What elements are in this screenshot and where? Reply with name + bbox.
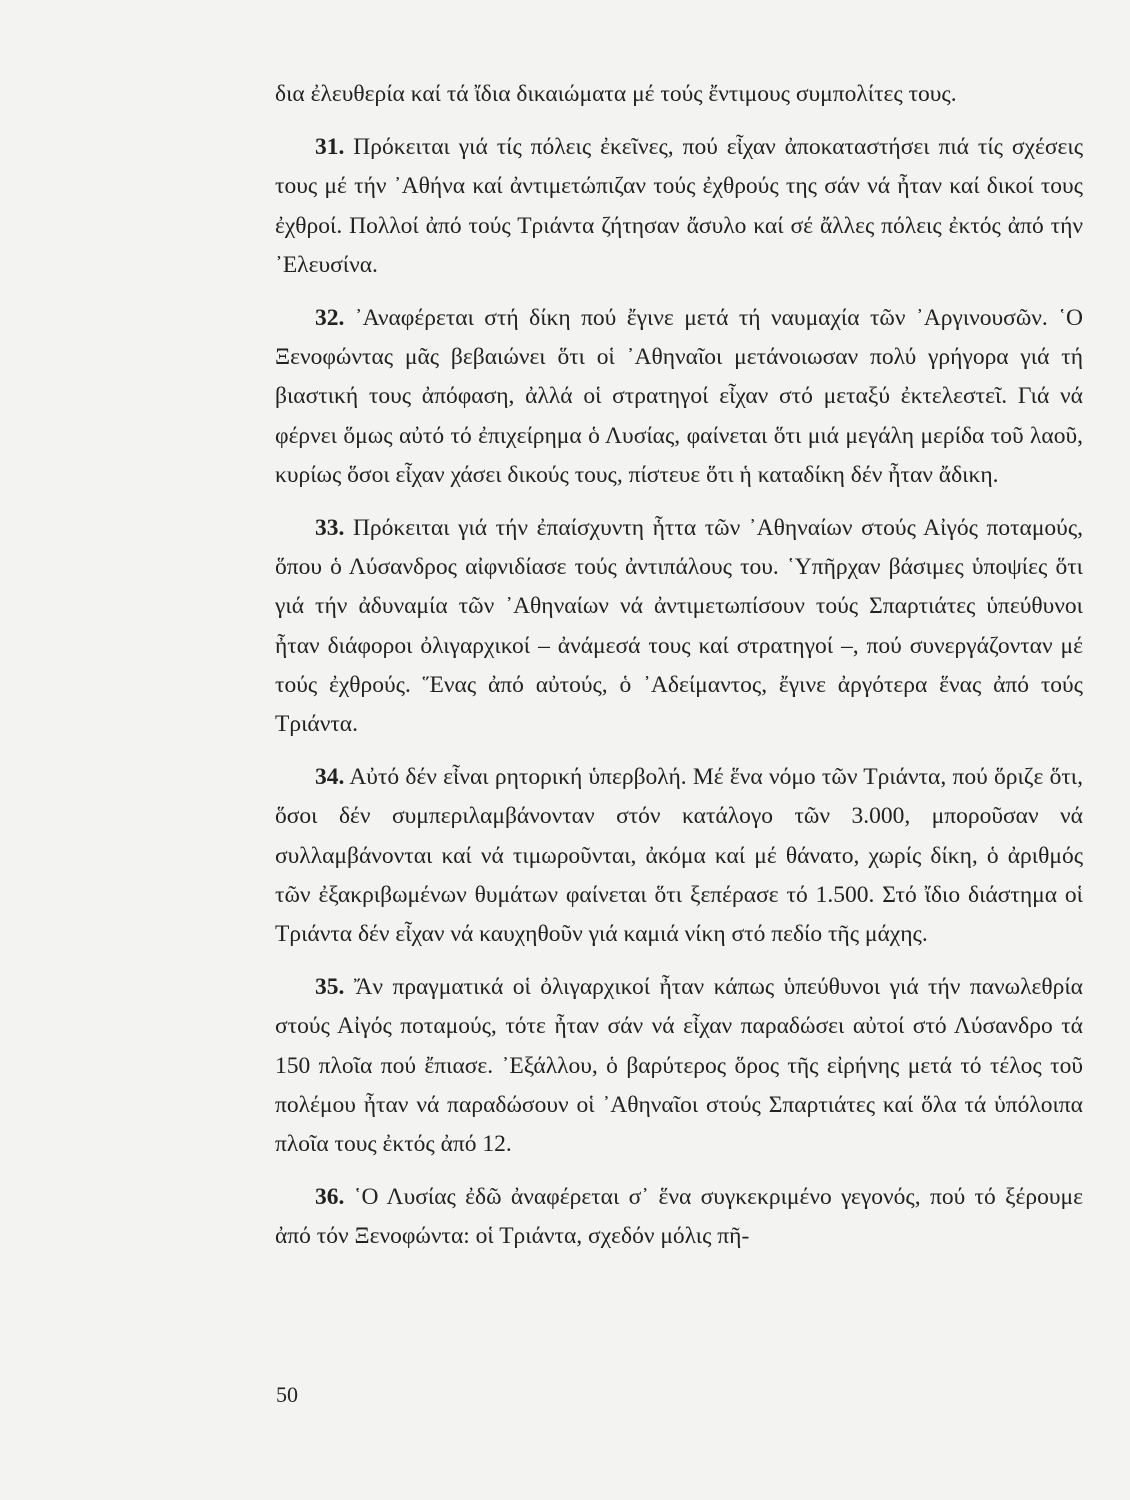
note-32: [275, 299, 1083, 495]
note-36: [275, 1178, 1083, 1256]
note-number: 36.: [315, 1184, 345, 1211]
body-text: [275, 75, 1083, 1257]
note-number: 33.: [315, 515, 345, 542]
note-text: Πρόκειται γιά τήν ἐπαίσχυντη ἧττα τῶν ᾿Αθηναίων στούς Αἰγός ποταμούς, ὅπου ὁ Λύσανδρος αἰφνιδίασε τούς ἀντιπάλους του. ῾Υπῆρχαν βάσιμες ὑποψίες ὅτι γιά τήν ἀδυναμία τῶν ᾿Αθηναίων νά ἀντιμετωπίσουν τούς Σπαρτιάτες ὑπεύθυνοι ἦταν διάφοροι ὀλιγαρχικοί – ἀνάμεσά τους καί στρατηγοί –, πού συνεργάζονταν μέ τούς ἐχθρούς. Ἕνας ἀπό αὐτούς, ὁ ᾿Αδείμαντος, ἔγινε ἀργότερα ἕνας ἀπό τούς Τριάντα.: [275, 515, 1083, 738]
note-text: Πρόκειται γιά τίς πόλεις ἐκεῖνες, πού εἶχαν ἀποκαταστήσει πιά τίς σχέσεις τους μέ τήν ᾿Αθήνα καί ἀντιμετώπιζαν τούς ἐχθρούς της σάν νά ἦταν καί δικοί τους ἐχθροί. Πολλοί ἀπό τούς Τριάντα ζήτησαν ἄσυλο καί σέ ἄλλες πόλεις ἐκτός ἀπό τήν ᾿Ελευσίνα.: [275, 134, 1084, 278]
note-35: [275, 968, 1083, 1164]
note-text: Αὐτό δέν εἶναι ρητορική ὑπερβολή. Μέ ἕνα νόμο τῶν Τριάντα, πού ὅριζε ὅτι, ὅσοι δέν συμπεριλαμβάνονταν στόν κατάλογο τῶν 3.000, μποροῦσαν νά συλλαμβάνονται καί νά τιμωροῦνται, ἀκόμα καί μέ θάνατο, χωρίς δίκη, ὁ ἀριθμός τῶν ἐξακριβωμένων θυμάτων φαίνεται ὅτι ξεπέρασε τό 1.500. Στό ἴδιο διάστημα οἱ Τριάντα δέν εἶχαν νά καυχηθοῦν γιά καμιά νίκη στό πεδίο τῆς μάχης.: [275, 764, 1083, 948]
note-number: 32.: [315, 305, 345, 332]
note-number: 31.: [315, 134, 345, 161]
continuation-paragraph: δια ἐλευθερία καί τά ἴδια δικαιώματα μέ τούς ἔντιμους συμπολίτες τους.: [275, 81, 957, 107]
note-33: [275, 509, 1083, 744]
note-text: ῾Ο Λυσίας ἐδῶ ἀναφέρεται σ᾿ ἕνα συγκεκριμένο γεγονός, πού τό ξέρουμε ἀπό τόν Ξενοφώντα: οἱ Τριάντα, σχεδόν μόλις πῆ-: [275, 1184, 1084, 1250]
note-text: ᾿Αναφέρεται στή δίκη πού ἔγινε μετά τή ναυμαχία τῶν ᾿Αργινουσῶν. ῾Ο Ξενοφώντας μᾶς βεβαιώνει ὅτι οἱ ᾿Αθηναῖοι μετάνοιωσαν πολύ γρήγορα γιά τή βιαστική τους ἀπόφαση, ἀλλά οἱ στρατηγοί εἶχαν στό μεταξύ ἐκτελεστεῖ. Γιά νά φέρνει ὅμως αὐτό τό ἐπιχείρημα ὁ Λυσίας, φαίνεται ὅτι μιά μεγάλη μερίδα τοῦ λαοῦ, κυρίως ὅσοι εἶχαν χάσει δικούς τους, πίστευε ὅτι ἡ καταδίκη δέν ἦταν ἄδικη.: [275, 305, 1084, 488]
note-text: Ἄν πραγματικά οἱ ὀλιγαρχικοί ἦταν κάπως ὑπεύθυνοι γιά τήν πανωλεθρία στούς Αἰγός ποταμούς, τότε ἦταν σάν νά εἶχαν παραδώσει αὐτοί στό Λύσανδρο τά 150 πλοῖα πού ἔπιασε. ᾿Εξάλλου, ὁ βαρύτερος ὅρος τῆς εἰρήνης μετά τό τέλος τοῦ πολέμου ἦταν νά παραδώσουν οἱ ᾿Αθηναῖοι στούς Σπαρτιάτες καί ὅλα τά ὑπόλοιπα πλοῖα τους ἐκτός ἀπό 12.: [275, 974, 1083, 1158]
note-31: [275, 128, 1083, 285]
note-number: 35.: [315, 974, 345, 1001]
note-number: 34.: [315, 764, 345, 791]
note-34: [275, 758, 1083, 954]
page-number: 50: [276, 1382, 298, 1407]
